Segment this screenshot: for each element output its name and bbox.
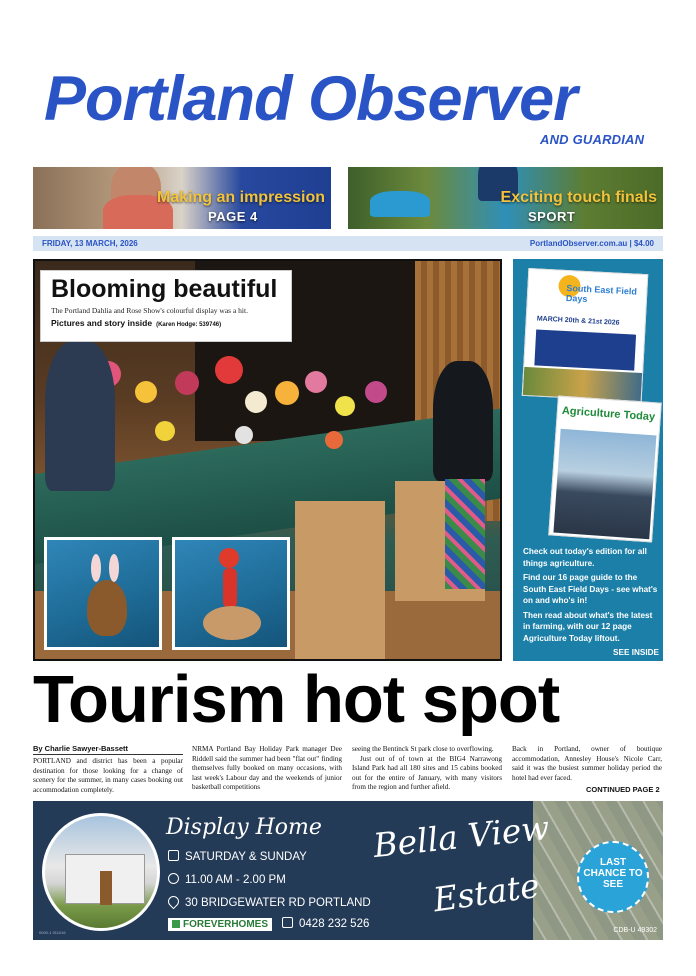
ad-brand: FOREVERHOMES <box>183 919 269 930</box>
teaser-page: PAGE 4 <box>208 209 258 224</box>
house-door <box>100 871 112 905</box>
foreverhomes-logo <box>168 918 272 931</box>
sidebar-text <box>523 546 659 662</box>
ad-address-line <box>168 896 371 909</box>
field-days-dates: MARCH 20th & 21st 2026 <box>536 315 620 327</box>
ad-contact-line <box>168 917 369 931</box>
pinecone-shape <box>87 580 127 636</box>
story-paragraph: PORTLAND and district has been a popular destination for those looking for a change of scenery for the summer, in many cases booking out accommodation completely. <box>33 757 183 794</box>
ad-days-line <box>168 850 307 863</box>
story-paragraph: seeing the Bentinck St park close to overflowing. <box>352 745 494 753</box>
agriculture-today-title: Agriculture Today <box>561 404 656 424</box>
teaser-photo-player <box>370 191 430 217</box>
teaser-page: SPORT <box>528 209 576 224</box>
inset-photo-pinecone-bunny[interactable] <box>44 537 162 650</box>
sidebar-text-2: Find our 16 page guide to the South East Field Days - see what's on and who's in! <box>523 573 658 605</box>
estate-name-line1: Bella View <box>371 807 552 866</box>
agriculture-today-cover[interactable] <box>548 396 662 543</box>
ad-house-photo <box>42 813 160 931</box>
teaser-exciting-touch-finals[interactable] <box>348 167 663 229</box>
photo-woman-in-jacket <box>433 361 493 481</box>
ad-code: CDB-U 49302 <box>613 927 657 934</box>
ad-hours: 11.00 AM - 2.00 PM <box>185 874 286 886</box>
photo-man-in-hat <box>45 341 115 491</box>
clock-icon <box>168 873 179 884</box>
location-pin-icon <box>166 894 182 910</box>
feature-headline-box <box>40 270 292 342</box>
masthead-subtitle: AND GUARDIAN <box>540 132 645 147</box>
photo-flower <box>335 396 355 416</box>
sidebar-text-3: Then read about what's the latest in farming, with our 12 page Agriculture Today liftout. <box>523 610 653 643</box>
bunny-ear <box>91 554 101 582</box>
continued-page-link[interactable]: CONTINUED PAGE 2 <box>586 785 660 794</box>
tomato-head <box>219 548 239 568</box>
photo-table-leg <box>295 501 385 661</box>
ad-hours-line <box>168 873 286 886</box>
photo-credit: (Karen Hodge: 539746) <box>156 322 222 328</box>
story-column-2 <box>192 745 342 793</box>
byline: By Charlie Sawyer-Bassett <box>33 744 129 753</box>
calendar-icon <box>168 850 179 861</box>
teaser-making-an-impression[interactable] <box>33 167 331 229</box>
photo-flower <box>215 356 243 384</box>
ad-address: 30 BRIDGEWATER RD PORTLAND <box>185 897 371 909</box>
agriculture-sidebar[interactable] <box>513 259 663 661</box>
see-inside-link[interactable]: SEE INSIDE <box>613 648 659 657</box>
potato-base <box>203 606 261 640</box>
field-days-magazine-cover[interactable] <box>522 268 649 402</box>
story-paragraph: NRMA Portland Bay Holiday Park manager Dee Riddell said the summer had been "flat out" finding themselves fully booked on many occasions, with last week's Labour day and the weekends of junior basketball competitions <box>192 745 342 792</box>
photo-flower <box>235 426 253 444</box>
feature-more-label: Pictures and story inside <box>51 318 153 328</box>
photo-flower <box>135 381 157 403</box>
ad-phone[interactable]: 0428 232 526 <box>299 918 370 930</box>
story-column-3 <box>352 745 502 793</box>
photo-flower <box>325 431 343 449</box>
teaser-headline: Exciting touch finals <box>500 189 657 206</box>
photo-flower <box>175 371 199 395</box>
feature-headline: Blooming beautiful <box>51 275 278 303</box>
photo-woman-floral-pants <box>445 479 485 589</box>
bunny-ear <box>109 554 119 582</box>
photo-flower <box>305 371 327 393</box>
feature-more-inside <box>51 318 281 328</box>
estate-name-line2: Estate <box>430 865 542 920</box>
byline-divider <box>33 754 183 755</box>
photo-flower <box>275 381 299 405</box>
photo-flower <box>155 421 175 441</box>
photo-flower <box>365 381 387 403</box>
last-chance-badge: LAST CHANCE TO SEE <box>577 841 649 913</box>
field-days-body <box>534 329 636 370</box>
issue-date: FRIDAY, 13 MARCH, 2026 <box>42 239 138 248</box>
foreverhomes-mark-icon <box>172 920 180 928</box>
house-shape <box>65 854 145 904</box>
feature-description: The Portland Dahlia and Rose Show's colourful display was a hit. <box>51 306 248 315</box>
photo-flower <box>245 391 267 413</box>
lead-story-headline[interactable]: Tourism hot spot <box>33 662 560 737</box>
story-column-4 <box>512 745 662 783</box>
story-paragraph: Back in Portland, owner of boutique accommodation, Annesley House's Nicole Carr, said it was the busiest summer holiday period the hotel had ever faced. <box>512 745 662 782</box>
agriculture-today-photo <box>553 429 656 539</box>
ad-heading: Display Home <box>166 815 322 840</box>
display-home-advertisement[interactable] <box>33 801 663 940</box>
tomato-body <box>223 568 237 608</box>
story-paragraph: Just out of of town at the BIG4 Narrawong Island Park had all 180 sites and 15 cabins booked out for the entire of January, with many visitors from the region and further afield. <box>352 754 502 792</box>
sidebar-text-1: Check out today's edition for all things agriculture. <box>523 547 647 568</box>
field-days-title: South East Field Days <box>565 282 638 305</box>
inset-photo-vegetable-figure[interactable] <box>172 537 290 650</box>
phone-icon <box>282 917 293 928</box>
masthead-title: Portland Observer <box>44 64 577 134</box>
teaser-headline: Making an impression <box>156 189 325 206</box>
website-and-price[interactable]: PortlandObserver.com.au | $4.00 <box>529 239 654 248</box>
ad-days: SATURDAY & SUNDAY <box>185 851 307 863</box>
ad-small-print: 0000-1 011016 <box>39 930 66 935</box>
story-column-1 <box>33 757 183 795</box>
dateline-bar <box>33 236 663 251</box>
